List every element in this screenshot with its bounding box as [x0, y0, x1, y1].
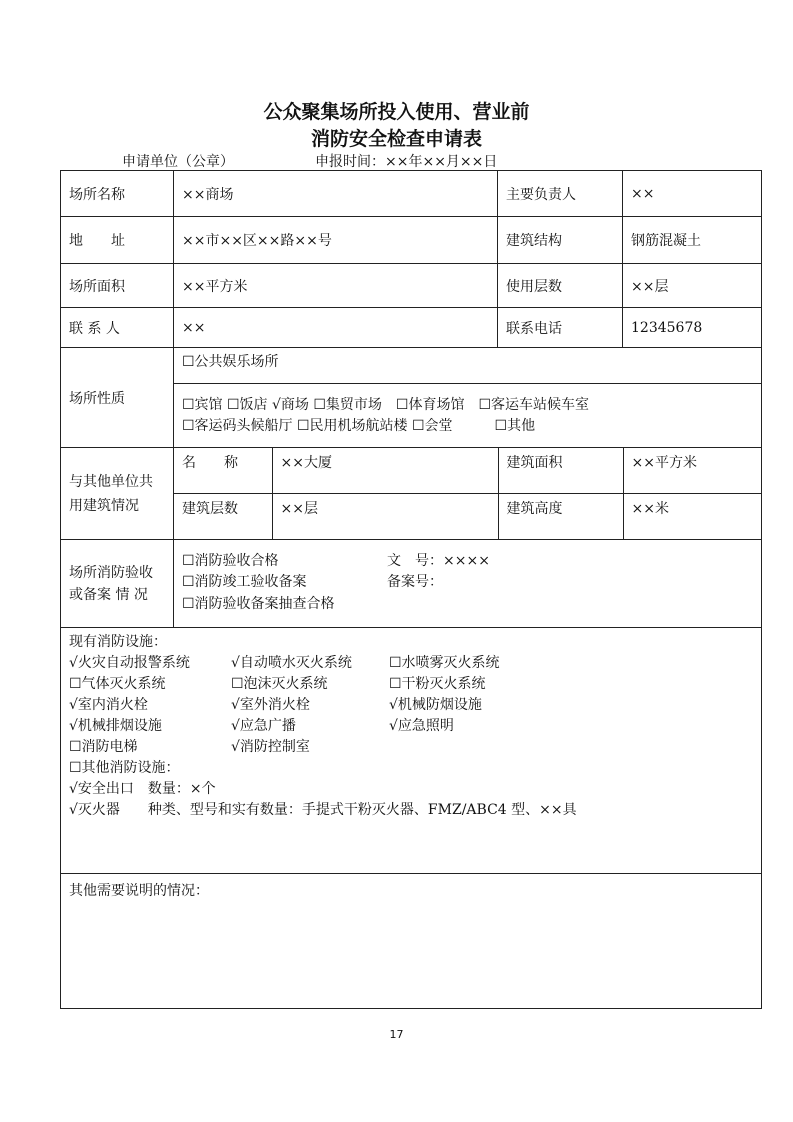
shared-name-label: 名 称	[182, 455, 238, 471]
shared-floors-label: 建筑层数	[174, 493, 272, 539]
table-row	[174, 448, 762, 493]
facility-item: √机械防烟设施	[389, 697, 482, 713]
address-value: ××市××区××路××号	[174, 217, 498, 264]
acceptance-filing-number: 备案号：	[387, 574, 443, 590]
facility-item: √应急广播	[231, 718, 296, 734]
facility-item: √机械排烟设施	[69, 718, 162, 734]
facility-item: ☐干粉灭火系统	[389, 676, 486, 692]
structure-value: 钢筋混凝土	[623, 217, 762, 264]
other-notes-section	[61, 874, 762, 1009]
shared-area-label: 建筑面积	[498, 448, 623, 493]
facility-item: √室内消火栓	[69, 697, 148, 713]
shared-area-value: ××平方米	[623, 448, 762, 493]
facility-item: √室外消火栓	[231, 697, 310, 713]
venue-nature-label: 场所性质	[61, 348, 174, 448]
acceptance-option2: ☐消防竣工验收备案	[182, 574, 307, 590]
acceptance-document-number: 文 号：××××	[387, 553, 490, 569]
other-notes-label: 其他需要说明的情况：	[69, 883, 209, 899]
acceptance-label-line2: 或备案 情 况	[69, 586, 148, 603]
facility-exit: √安全出口 数量：×个	[69, 781, 216, 797]
table-row	[61, 171, 762, 217]
shared-height-label: 建筑高度	[498, 493, 623, 539]
venue-name-value: ××商场	[174, 171, 498, 217]
facilities-heading: 现有消防设施：	[69, 634, 167, 650]
acceptance-option1: ☐消防验收合格	[182, 553, 279, 569]
table-row	[174, 493, 762, 539]
contact-label: 联 系 人	[61, 308, 174, 348]
table-row	[61, 264, 762, 308]
floors-label: 使用层数	[498, 264, 623, 308]
shared-building-table	[174, 448, 762, 539]
venue-name-label: 场所名称	[61, 171, 174, 217]
facility-item: ☐消防电梯	[69, 739, 138, 755]
contact-value: ××	[174, 308, 498, 348]
form-title-line2: 消防安全检查申请表	[310, 128, 482, 150]
shared-name-value: ××大厦	[272, 448, 498, 493]
manager-label: 主要负责人	[498, 171, 623, 217]
application-form-table	[60, 170, 762, 1009]
phone-value: 12345678	[623, 308, 762, 348]
nature-option-line3: ☐客运码头候船厅 ☐民用机场航站楼 ☐会堂 ☐其他	[182, 418, 536, 434]
nature-option-line2: ☐宾馆 ☐饭店 √商场 ☐集贸市场 ☐体育场馆 ☐客运车站候车室	[182, 397, 590, 413]
shared-floors-value: ××层	[272, 493, 498, 539]
applicant-label: 申请单位（公章）	[122, 154, 234, 170]
form-title-line1: 公众聚集场所投入使用、营业前	[263, 101, 530, 123]
facility-item: ☐水喷雾灭火系统	[389, 655, 500, 671]
facility-item: √自动喷水灭火系统	[231, 655, 352, 671]
table-row	[61, 217, 762, 264]
nature-option-line1: ☐公共娱乐场所	[182, 354, 279, 370]
facility-extinguisher: √灭火器 种类、型号和实有数量：手提式干粉灭火器、FMZ/ABC4 型、××具	[69, 802, 577, 818]
facility-item: ☐气体灭火系统	[69, 676, 166, 692]
acceptance-label-line1: 场所消防验收	[69, 564, 153, 581]
manager-value: ××	[623, 171, 762, 217]
venue-nature-options	[174, 348, 762, 448]
table-row	[61, 448, 762, 540]
facility-item: √应急照明	[389, 718, 454, 734]
shared-building-details	[174, 448, 762, 540]
table-row	[61, 348, 762, 448]
facility-item: √火灾自动报警系统	[69, 655, 190, 671]
page-number: 17	[389, 1028, 404, 1041]
shared-height-value: ××米	[623, 493, 762, 539]
phone-label: 联系电话	[498, 308, 623, 348]
acceptance-option3: ☐消防验收备案抽查合格	[182, 596, 335, 612]
table-row	[61, 308, 762, 348]
shared-building-label: 与其他单位共用建筑情况	[61, 448, 174, 540]
facility-item: √消防控制室	[231, 739, 310, 755]
report-time: 申报时间：××年××月××日	[315, 154, 498, 170]
structure-label: 建筑结构	[498, 217, 623, 264]
area-value: ××平方米	[174, 264, 498, 308]
table-row	[61, 540, 762, 628]
acceptance-label	[61, 540, 174, 628]
floors-value: ××层	[623, 264, 762, 308]
fire-facilities-section	[61, 628, 762, 874]
address-label: 地 址	[61, 217, 174, 264]
facility-item: ☐泡沫灭火系统	[231, 676, 328, 692]
table-row	[61, 628, 762, 874]
area-label: 场所面积	[61, 264, 174, 308]
facility-other: ☐其他消防设施：	[69, 760, 180, 776]
acceptance-options	[174, 540, 762, 628]
table-row	[61, 874, 762, 1009]
